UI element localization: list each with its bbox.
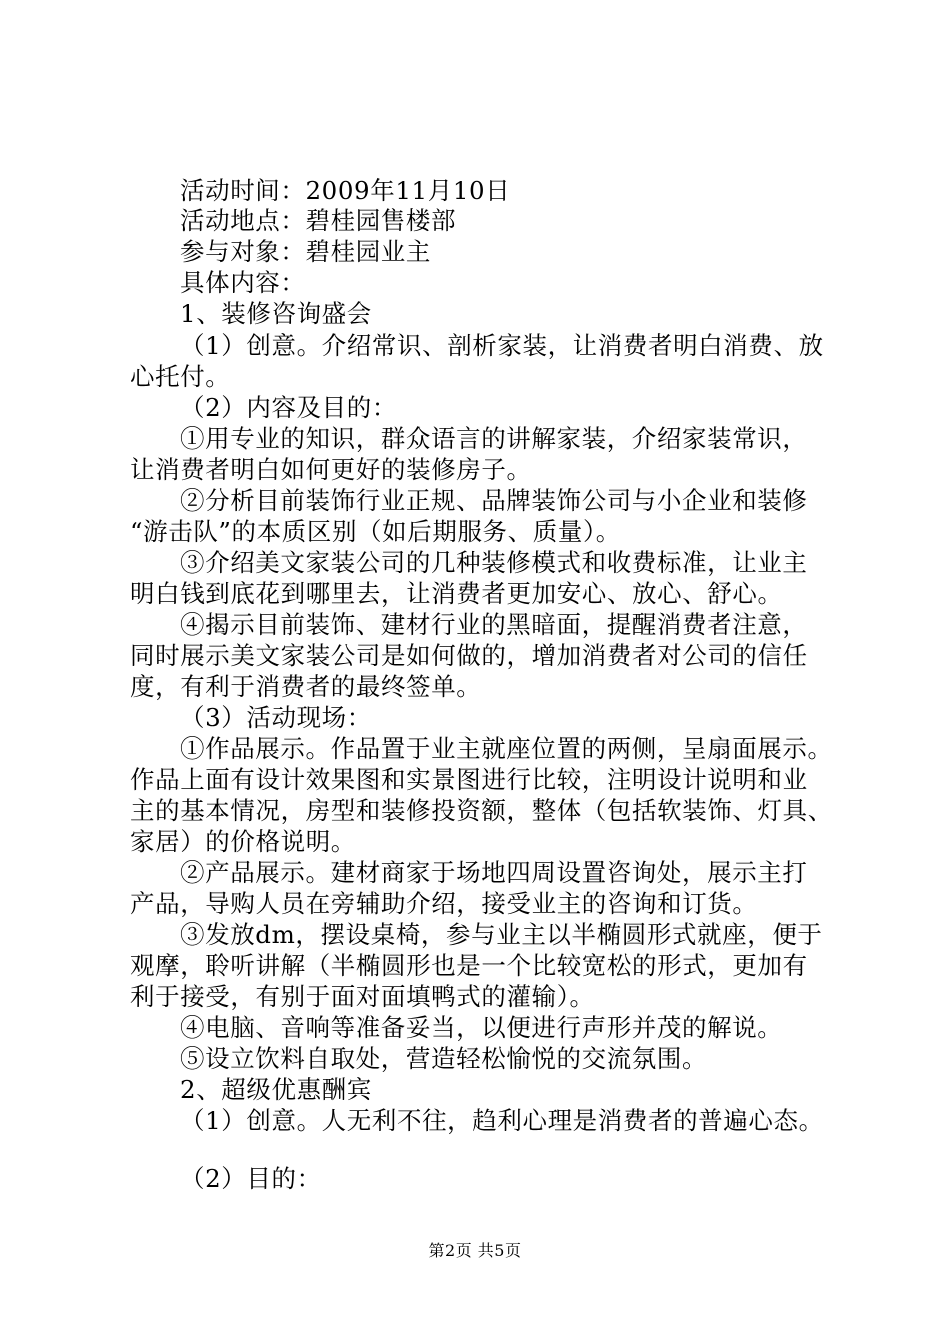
text-line: 活动时间：2009年11月10日 <box>180 176 511 205</box>
text-line: （1）创意。介绍常识、剖析家装，让消费者明白消费、放 <box>180 331 824 360</box>
text-line: 具体内容： <box>180 268 306 297</box>
text-line: 度，有利于消费者的最终签单。 <box>130 672 482 701</box>
text-line: （3）活动现场： <box>180 703 372 732</box>
text-line: ⑤设立饮料自取处，营造轻松愉悦的交流氛围。 <box>180 1044 708 1073</box>
text-line: 1、装修咨询盛会 <box>180 299 372 328</box>
text-line: （2）内容及目的： <box>180 393 397 422</box>
text-line: 参与对象：碧桂园业主 <box>180 237 431 266</box>
text-line: 2、超级优惠酬宾 <box>180 1075 372 1104</box>
text-line: “游击队”的本质区别（如后期服务、质量）。 <box>130 517 621 546</box>
text-line: 同时展示美文家装公司是如何做的，增加消费者对公司的信任 <box>130 641 808 670</box>
text-line: 利于接受，有别于面对面填鸭式的灌输）。 <box>130 982 595 1011</box>
text-line: ①作品展示。作品置于业主就座位置的两侧，呈扇面展示。 <box>180 734 833 763</box>
text-line: ③发放dm，摆设桌椅，参与业主以半椭圆形式就座，便于 <box>180 920 823 949</box>
text-line: 观摩，聆听讲解（半椭圆形也是一个比较宽松的形式，更加有 <box>130 951 808 980</box>
page-number-footer: 第2页 共5页 <box>428 1241 522 1260</box>
text-line: ②产品展示。建材商家于场地四周设置咨询处，展示主打 <box>180 858 808 887</box>
text-line: ④电脑、音响等准备妥当，以便进行声形并茂的解说。 <box>180 1013 783 1042</box>
text-line: 心托付。 <box>130 362 231 391</box>
text-line: 作品上面有设计效果图和实景图进行比较，注明设计说明和业 <box>130 765 808 794</box>
text-line: 活动地点：碧桂园售楼部 <box>180 206 457 235</box>
text-line: （2）目的： <box>180 1164 322 1193</box>
text-line: ③介绍美文家装公司的几种装修模式和收费标准，让业主 <box>180 548 808 577</box>
text-line: 明白钱到底花到哪里去，让消费者更加安心、放心、舒心。 <box>130 579 783 608</box>
text-line: ④揭示目前装饰、建材行业的黑暗面，提醒消费者注意， <box>180 610 808 639</box>
text-line: 产品，导购人员在旁辅助介绍，接受业主的咨询和订货。 <box>130 889 758 918</box>
text-line: 主的基本情况，房型和装修投资额，整体（包括软装饰、灯具、 <box>130 796 833 825</box>
text-line: 家居）的价格说明。 <box>130 827 356 856</box>
text-line: 让消费者明白如何更好的装修房子。 <box>130 455 532 484</box>
text-line: ①用专业的知识，群众语言的讲解家装，介绍家装常识， <box>180 424 808 453</box>
text-line: （1）创意。人无利不往，趋利心理是消费者的普遍心态。 <box>180 1106 824 1135</box>
text-line: ②分析目前装饰行业正规、品牌装饰公司与小企业和装修 <box>180 486 808 515</box>
